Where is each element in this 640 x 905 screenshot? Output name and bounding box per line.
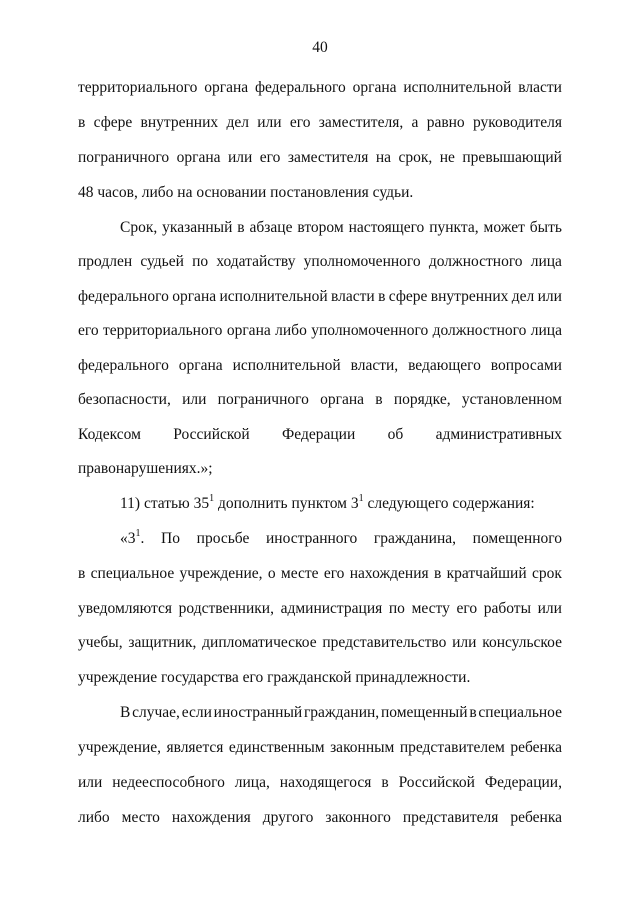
word: случае, bbox=[132, 704, 180, 721]
word: или bbox=[537, 600, 562, 617]
word: нахождения bbox=[171, 809, 251, 826]
word: в bbox=[381, 774, 389, 791]
word: в bbox=[78, 114, 86, 131]
word: федерального bbox=[78, 288, 169, 305]
text-line bbox=[78, 79, 562, 97]
text-line bbox=[78, 391, 562, 409]
word: если bbox=[181, 704, 212, 721]
text-line bbox=[120, 704, 562, 722]
word: исполнительной bbox=[232, 357, 341, 374]
text-line bbox=[78, 288, 562, 306]
word: Федерации bbox=[282, 426, 356, 443]
word: дел bbox=[511, 288, 535, 305]
word: пограничного bbox=[217, 391, 309, 408]
word: по bbox=[192, 253, 209, 270]
word: или bbox=[228, 149, 253, 166]
text-line bbox=[78, 426, 562, 444]
word: уполномоченного bbox=[311, 322, 429, 339]
word: консульское bbox=[482, 634, 562, 651]
word: безопасности, bbox=[78, 391, 171, 408]
word: органа bbox=[172, 288, 217, 305]
text-line bbox=[78, 774, 562, 792]
word: внутренних bbox=[430, 288, 509, 305]
word: быть bbox=[529, 219, 562, 236]
word: равно bbox=[426, 114, 465, 131]
word: превышающий bbox=[462, 149, 562, 166]
word: представителем bbox=[399, 739, 505, 756]
word: органа bbox=[352, 79, 397, 96]
text-line: «$3^1$. По просьбе иностранного гражданина, помещенного bbox=[120, 527, 562, 547]
word: пункта, bbox=[429, 219, 479, 236]
word: власти bbox=[331, 288, 375, 305]
word: или bbox=[257, 114, 282, 131]
word: дел bbox=[226, 114, 249, 131]
word: сфере bbox=[388, 288, 428, 305]
word: работы bbox=[483, 600, 531, 617]
word: недееспособного bbox=[112, 774, 225, 791]
word: должностного bbox=[428, 253, 523, 270]
word: может bbox=[483, 219, 525, 236]
word: или bbox=[537, 288, 562, 305]
text-line: 48 часов, либо на основании постановления судьи. bbox=[78, 184, 414, 201]
word: лица bbox=[530, 253, 562, 270]
word: органа bbox=[178, 357, 223, 374]
text-line bbox=[78, 634, 562, 652]
word: является bbox=[166, 739, 224, 756]
word: единственным bbox=[228, 739, 325, 756]
word: Федерации, bbox=[484, 774, 562, 791]
text-line bbox=[78, 253, 562, 271]
word: сфере bbox=[93, 114, 133, 131]
word: законным bbox=[330, 739, 395, 756]
word: федерального bbox=[254, 79, 346, 96]
word: уполномоченного bbox=[303, 253, 421, 270]
word: территориального bbox=[78, 79, 198, 96]
word: или bbox=[182, 391, 207, 408]
word: родственники, bbox=[178, 600, 274, 617]
word: другого bbox=[262, 809, 314, 826]
word: Срок, bbox=[120, 219, 158, 236]
word: не bbox=[439, 149, 455, 166]
word: администрация bbox=[280, 600, 383, 617]
word: абзаце bbox=[249, 219, 293, 236]
word: учреждение, bbox=[78, 739, 161, 756]
word: кратчайший bbox=[446, 565, 527, 582]
word: исполнительной bbox=[403, 79, 512, 96]
word: В bbox=[120, 704, 131, 721]
word: представителя bbox=[402, 809, 499, 826]
word: либо bbox=[275, 322, 307, 339]
word: учреждение, bbox=[179, 565, 263, 582]
word: федерального bbox=[78, 357, 169, 374]
word: руководителя bbox=[472, 114, 562, 131]
word: в bbox=[378, 288, 386, 305]
word: указанный bbox=[162, 219, 233, 236]
word: уведомляются bbox=[78, 600, 173, 617]
word: органа bbox=[320, 391, 365, 408]
word: или bbox=[452, 634, 477, 651]
word: его bbox=[323, 565, 345, 582]
word: внутренних bbox=[140, 114, 219, 131]
word: его bbox=[289, 114, 311, 131]
word: должностного bbox=[432, 322, 527, 339]
word: представительство bbox=[322, 634, 447, 651]
word: лица, bbox=[234, 774, 270, 791]
text-line bbox=[120, 219, 562, 237]
word: власти, bbox=[350, 357, 399, 374]
word: месте bbox=[280, 565, 319, 582]
word: защитник, bbox=[128, 634, 197, 651]
word: находящегося bbox=[279, 774, 372, 791]
word: законного bbox=[325, 809, 391, 826]
word: помещенный bbox=[380, 704, 468, 721]
word: лица bbox=[530, 322, 562, 339]
text-line bbox=[78, 357, 562, 375]
word: органа bbox=[226, 322, 271, 339]
word: об bbox=[387, 426, 404, 443]
word: органа bbox=[176, 149, 221, 166]
word: вопросами bbox=[490, 357, 562, 374]
word: исполнительной bbox=[219, 288, 328, 305]
word: в bbox=[375, 391, 383, 408]
text-line bbox=[78, 149, 562, 167]
word: нахождения bbox=[349, 565, 429, 582]
word: в bbox=[78, 565, 86, 582]
text-line bbox=[78, 114, 562, 132]
word: либо bbox=[78, 809, 110, 826]
word: территориального bbox=[103, 322, 223, 339]
text-line bbox=[78, 809, 562, 827]
word: место bbox=[121, 809, 160, 826]
word: иностранный bbox=[213, 704, 303, 721]
word: Кодексом bbox=[78, 426, 141, 443]
word: заместителя, bbox=[318, 114, 404, 131]
word: его bbox=[78, 322, 99, 339]
text-line: правонарушениях.»; bbox=[78, 460, 213, 477]
word: власти bbox=[518, 79, 562, 96]
word: ребенка bbox=[510, 809, 562, 826]
word: месту bbox=[411, 600, 450, 617]
word: специальное bbox=[90, 565, 175, 582]
word: судьей bbox=[140, 253, 184, 270]
page-number: 40 bbox=[312, 39, 328, 56]
word: порядке, bbox=[393, 391, 451, 408]
text-line: учреждение государства его гражданской принадлежности. bbox=[78, 669, 471, 686]
word: Российской bbox=[173, 426, 250, 443]
word: ходатайству bbox=[216, 253, 296, 270]
word: его bbox=[259, 149, 281, 166]
text-line bbox=[78, 739, 562, 757]
word: ребенка bbox=[510, 739, 562, 756]
word: по bbox=[388, 600, 405, 617]
word: срок, bbox=[398, 149, 433, 166]
word: в bbox=[237, 219, 245, 236]
word: учебы, bbox=[78, 634, 123, 651]
word: пограничного bbox=[78, 149, 170, 166]
word: органа bbox=[204, 79, 249, 96]
text-line bbox=[78, 322, 562, 340]
word: срок bbox=[531, 565, 562, 582]
word: гражданин, bbox=[303, 704, 380, 721]
text-line bbox=[78, 565, 562, 583]
word: Российской bbox=[398, 774, 475, 791]
word: о bbox=[267, 565, 276, 582]
word: ведающего bbox=[408, 357, 481, 374]
word: продлен bbox=[78, 253, 133, 270]
text-line: 11) статью $35^1$ дополнить пунктом $3^1$ следующего содержания: bbox=[120, 492, 535, 512]
word: или bbox=[78, 774, 103, 791]
word: установленном bbox=[461, 391, 562, 408]
word: дипломатическое bbox=[202, 634, 317, 651]
word: заместителя bbox=[287, 149, 369, 166]
word: втором bbox=[297, 219, 344, 236]
word: настоящего bbox=[348, 219, 425, 236]
word: административных bbox=[435, 426, 562, 443]
text-line bbox=[78, 600, 562, 618]
word: а bbox=[411, 114, 419, 131]
word: его bbox=[456, 600, 478, 617]
word: специальное bbox=[478, 704, 562, 721]
word: на bbox=[375, 149, 392, 166]
word: в bbox=[433, 565, 442, 582]
word: в bbox=[469, 704, 477, 721]
